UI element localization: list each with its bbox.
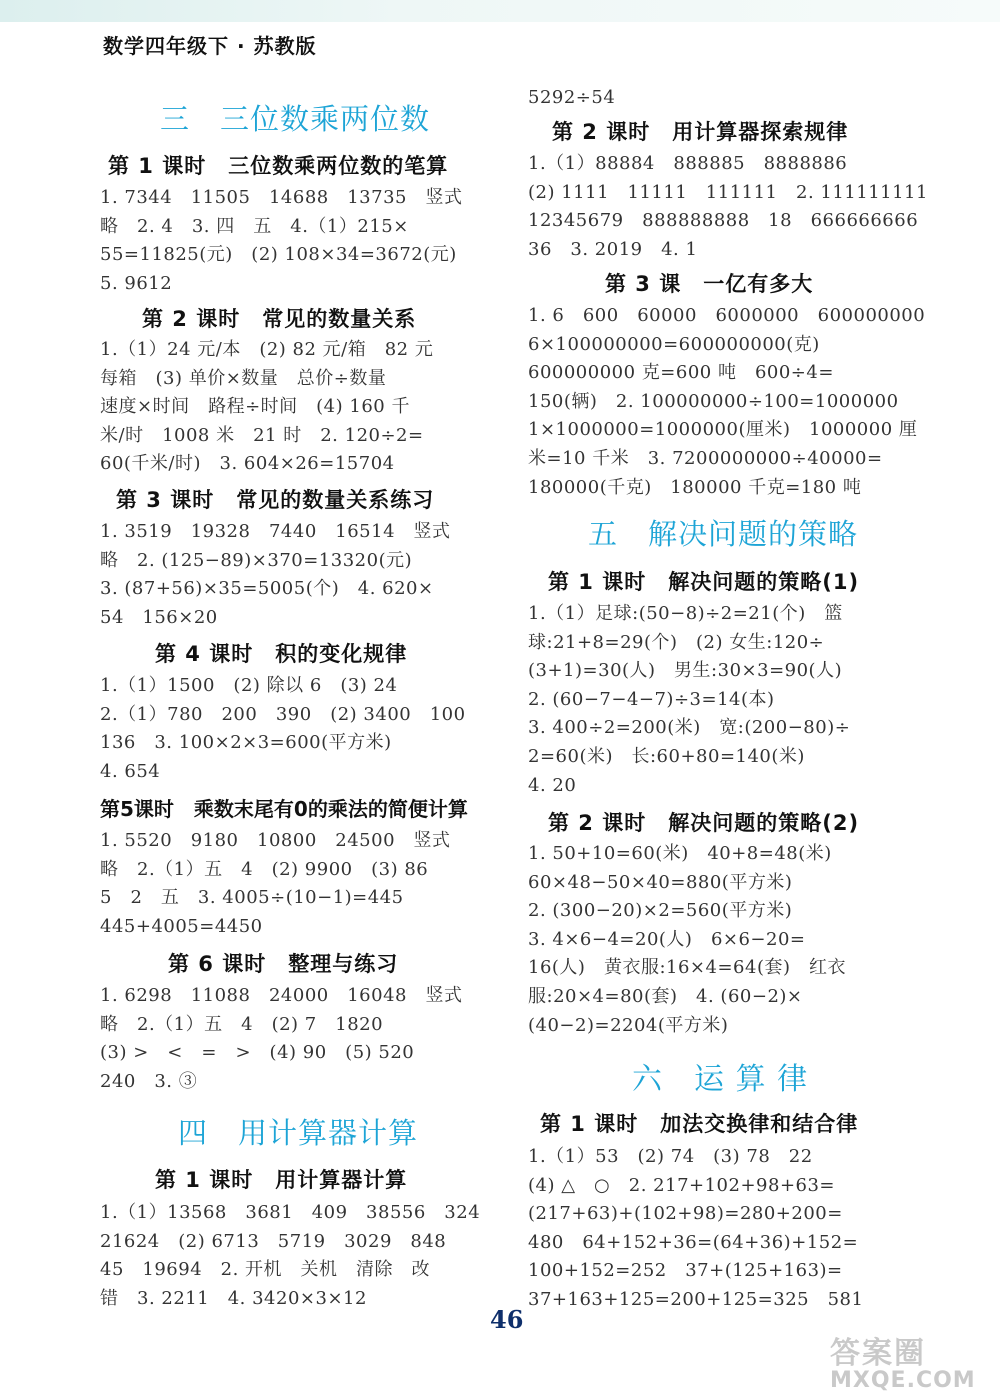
answer-line: 速度×时间 路程÷时间 (4) 160 千 — [100, 396, 410, 418]
lesson-title: 第 3 课 一亿有多大 — [605, 272, 814, 296]
answer-line: 150(辆) 2. 100000000÷100=1000000 — [528, 390, 899, 412]
answer-line: 55=11825(元) (2) 108×34=3672(元) — [100, 244, 457, 266]
answer-line: 略 2. (125−89)×370=13320(元) — [100, 549, 413, 571]
lesson-title: 第 4 课时 积的变化规律 — [155, 642, 408, 666]
answer-line: 136 3. 100×2×3=600(平方米) — [100, 732, 392, 754]
chapter-6-title: 六 运 算 律 — [632, 1062, 809, 1097]
chapter-5-title: 五 解决问题的策略 — [588, 517, 859, 551]
answer-line: 1×1000000=1000000(厘米) 1000000 厘 — [528, 419, 918, 441]
answer-line: 480 64+152+36=(64+36)+152= — [528, 1231, 859, 1253]
answer-block — [528, 150, 928, 264]
answer-line: 米=10 千米 3. 7200000000÷40000= — [528, 447, 883, 469]
answer-line: 略 2.（1）五 4 (2) 7 1820 — [100, 1013, 384, 1035]
answer-line: 1. 50+10=60(米) 40+8=48(米) — [528, 843, 832, 864]
answer-line: (2) 1111 11111 111111 2. 111111111 — [528, 181, 928, 203]
answer-line: 54 156×20 — [100, 606, 218, 628]
chapter-3-title: 三 三位数乘两位数 — [160, 102, 431, 136]
lesson-title: 第5课时 乘数末尾有0的乘法的简便计算 — [100, 797, 468, 821]
answer-line: 略 2. 4 3. 四 五 4.（1）215× — [100, 215, 409, 237]
answer-line: 1.（1）13568 3681 409 38556 324 — [100, 1202, 481, 1223]
answer-line: 16(人) 黄衣服:16×4=64(套) 红衣 — [528, 957, 846, 979]
answer-line: 1.（1）1500 (2) 除以 6 (3) 24 — [100, 675, 398, 696]
answer-line: 1.（1）足球:(50−8)÷2=21(个) 篮 — [528, 603, 843, 624]
answer-line: (3) > < = > (4) 90 (5) 520 — [100, 1042, 415, 1064]
answer-line: 1. 6298 11088 24000 16048 竖式 — [100, 985, 463, 1006]
lesson-title: 第 1 课时 加法交换律和结合律 — [540, 1112, 859, 1136]
answer-line: (4) △ ○ 2. 217+102+98+63= — [528, 1174, 836, 1196]
answer-block — [100, 336, 433, 479]
answer-line: 每箱 (3) 单价×数量 总价÷数量 — [100, 367, 387, 389]
continued-line — [528, 84, 615, 113]
answer-line: 错 3. 2211 4. 3420×3×12 — [100, 1287, 367, 1309]
answer-line: 21624 (2) 6713 5719 3029 848 — [100, 1230, 447, 1252]
answer-line: 2.（1）780 200 390 (2) 3400 100 — [100, 703, 466, 725]
answer-line: 1.（1）24 元/本 (2) 82 元/箱 82 元 — [100, 339, 434, 360]
book-title: 数学四年级下 · 苏教版 — [103, 34, 317, 58]
answer-line: 12345679 888888888 18 666666666 — [528, 210, 919, 232]
answer-line: 2. (300−20)×2=560(平方米) — [528, 900, 793, 922]
lesson-title: 第 2 课时 用计算器探索规律 — [552, 120, 849, 144]
top-decorative-band — [0, 0, 1000, 22]
answer-line: 1.（1）53 (2) 74 (3) 78 22 — [528, 1146, 813, 1167]
answer-block — [528, 1143, 863, 1315]
answer-line: (217+63)+(102+98)=280+200= — [528, 1203, 843, 1225]
answer-block — [100, 982, 463, 1096]
answer-line: 240 3. ③ — [100, 1070, 198, 1092]
answer-line: 60×48−50×40=880(平方米) — [528, 871, 793, 893]
answer-block — [100, 672, 466, 786]
lesson-title: 第 6 课时 整理与练习 — [168, 952, 399, 976]
watermark-text: 答案圈 — [830, 1336, 926, 1371]
lesson-title: 第 1 课时 用计算器计算 — [155, 1168, 408, 1192]
answer-block — [100, 1199, 480, 1313]
answer-line: 1. 3519 19328 7440 16514 竖式 — [100, 521, 451, 542]
answer-line: 60(千米/时) 3. 604×26=15704 — [100, 453, 395, 475]
chapter-4-title: 四 用计算器计算 — [178, 1116, 419, 1150]
answer-line: 5. 9612 — [100, 272, 173, 294]
answer-line: 600000000 克=600 吨 600÷4= — [528, 362, 834, 384]
watermark-logo — [830, 1328, 995, 1394]
answer-line: 2=60(米) 长:60+80=140(米) — [528, 745, 805, 767]
answer-line: 5 2 五 3. 4005÷(10−1)=445 — [100, 887, 404, 909]
answer-line: (3+1)=30(人) 男生:30×3=90(人) — [528, 660, 843, 682]
answer-line: 100+152=252 37+(125+163)= — [528, 1260, 843, 1282]
answer-line: 5292÷54 — [528, 87, 616, 108]
answer-line: 1. 7344 11505 14688 13735 竖式 — [100, 187, 463, 208]
answer-line: 180000(千克) 180000 千克=180 吨 — [528, 476, 862, 498]
lesson-title: 第 1 课时 三位数乘两位数的笔算 — [108, 154, 449, 178]
answer-block — [100, 184, 463, 298]
answer-line: 6×100000000=600000000(克) — [528, 333, 820, 355]
answer-block — [100, 518, 451, 632]
answer-line: 4. 20 — [528, 774, 577, 796]
answer-line: 1. 5520 9180 10800 24500 竖式 — [100, 830, 451, 851]
answer-block — [100, 827, 451, 941]
answer-line: 3. 400÷2=200(米) 宽:(200−80)÷ — [528, 717, 851, 739]
page-number: 46 — [490, 1305, 524, 1334]
answer-line: 1. 6 600 60000 6000000 600000000 — [528, 305, 926, 326]
answer-line: 4. 654 — [100, 760, 161, 782]
answer-line: 45 19694 2. 开机 关机 清除 改 — [100, 1259, 431, 1281]
answer-line: 1.（1）88884 888885 8888886 — [528, 153, 848, 174]
answer-line: 服:20×4=80(套) 4. (60−2)× — [528, 985, 803, 1007]
answer-line: (40−2)=2204(平方米) — [528, 1014, 729, 1036]
answer-line: 米/时 1008 米 21 时 2. 120÷2= — [100, 424, 424, 446]
answer-line: 3. 4×6−4=20(人) 6×6−20= — [528, 928, 806, 950]
answer-block — [528, 840, 846, 1040]
answer-line: 445+4005=4450 — [100, 915, 263, 937]
lesson-title: 第 3 课时 常见的数量关系练习 — [116, 488, 435, 512]
lesson-title: 第 2 课时 解决问题的策略(2) — [548, 811, 860, 835]
answer-block — [528, 600, 850, 800]
watermark-url: MXQE.COM — [830, 1368, 976, 1393]
answer-line: 略 2.（1）五 4 (2) 9900 (3) 86 — [100, 858, 429, 880]
answer-line: 37+163+125=200+125=325 581 — [528, 1288, 864, 1310]
lesson-title: 第 1 课时 解决问题的策略(1) — [548, 570, 860, 594]
answer-line: 球:21+8=29(个) (2) 女生:120÷ — [528, 631, 825, 653]
lesson-title: 第 2 课时 常见的数量关系 — [142, 307, 417, 331]
answer-line: 3. (87+56)×35=5005(个) 4. 620× — [100, 578, 434, 600]
answer-line: 36 3. 2019 4. 1 — [528, 238, 698, 260]
answer-block — [528, 302, 925, 502]
answer-line: 2. (60−7−4−7)÷3=14(本) — [528, 688, 775, 710]
